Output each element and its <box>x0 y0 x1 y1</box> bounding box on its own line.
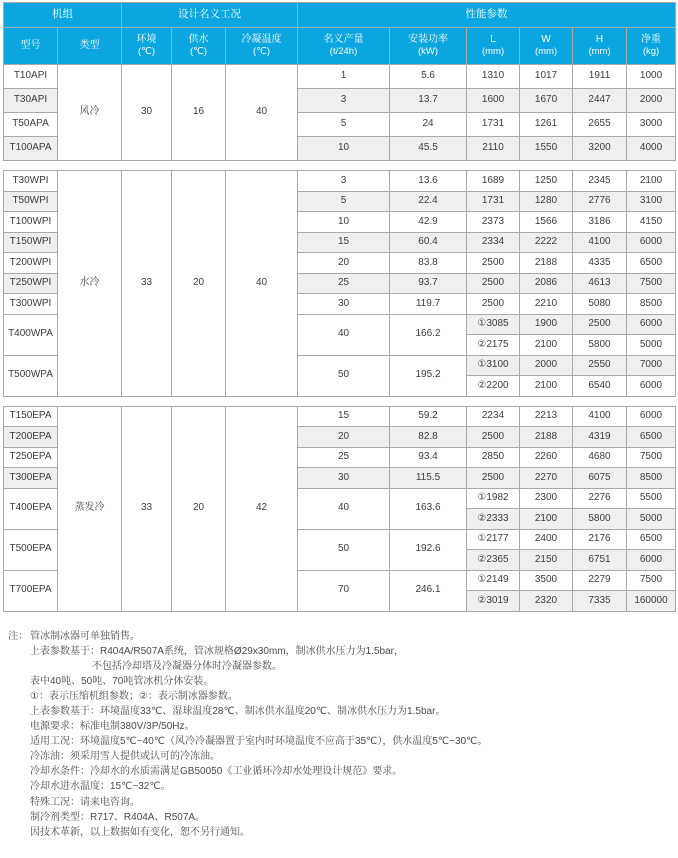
column-header-0 <box>4 28 58 65</box>
column-unit: (℃) <box>138 46 155 58</box>
column-label: 安装功率 <box>408 33 449 45</box>
type-cell: 风冷 <box>58 65 122 161</box>
power-cell: 60.4 <box>390 232 467 253</box>
column-header-6 <box>390 28 467 65</box>
column-header-7 <box>467 28 520 65</box>
weight-cell: 1000 <box>627 65 676 89</box>
header-group-2: 性能参数 <box>298 3 676 28</box>
weight-cell: 6000 <box>627 232 676 253</box>
capacity-cell: 25 <box>298 273 390 294</box>
condensing-cell: 42 <box>226 406 298 611</box>
note-line: 上表参数基于：R404A/R507A系统，管冰规格Ø29x30mm，制冰供水压力为1.5bar， <box>30 645 404 657</box>
width-cell: 1550 <box>520 137 573 161</box>
weight-cell: 6000 <box>627 314 676 335</box>
weight-cell: 6000 <box>627 376 676 397</box>
capacity-cell: 3 <box>298 89 390 113</box>
weight-cell: 6500 <box>627 529 676 550</box>
power-cell: 115.5 <box>390 468 467 489</box>
column-label: 净重 <box>641 33 662 45</box>
weight-cell: 3100 <box>627 191 676 212</box>
note-line: 适用工况：环境温度5℃~40℃（风冷冷凝器置于室内时环境温度不应高于35℃），供水温度5℃~30℃。 <box>30 736 488 748</box>
width-cell: 2000 <box>520 355 573 376</box>
model-cell: T50WPI <box>4 191 58 212</box>
column-unit: (t/24h) <box>329 46 358 58</box>
height-cell: 2276 <box>573 488 627 509</box>
column-header-5 <box>298 28 390 65</box>
column-unit: (mm) <box>481 46 505 58</box>
length-cell: ①2177 <box>467 529 520 550</box>
length-cell: ①3100 <box>467 355 520 376</box>
length-cell: 1600 <box>467 89 520 113</box>
weight-cell: 8500 <box>627 468 676 489</box>
height-cell: 4100 <box>573 406 627 427</box>
model-cell: T150EPA <box>4 406 58 427</box>
weight-cell: 2100 <box>627 171 676 192</box>
power-cell: 192.6 <box>390 529 467 570</box>
length-cell: ①1982 <box>467 488 520 509</box>
width-cell: 1250 <box>520 171 573 192</box>
column-label: 型号 <box>20 39 41 51</box>
capacity-cell: 15 <box>298 232 390 253</box>
column-header-9 <box>573 28 627 65</box>
spec-table-section-3 <box>3 406 676 612</box>
weight-cell: 5500 <box>627 488 676 509</box>
table-row <box>4 406 676 427</box>
column-header-4 <box>226 28 298 65</box>
weight-cell: 160000 <box>627 591 676 612</box>
model-cell: T400EPA <box>4 488 58 529</box>
length-cell: ②2333 <box>467 509 520 530</box>
column-unit: (mm) <box>534 46 558 58</box>
column-label: 环境 <box>136 33 157 45</box>
capacity-cell: 15 <box>298 406 390 427</box>
weight-cell: 7500 <box>627 570 676 591</box>
length-cell: 2500 <box>467 468 520 489</box>
capacity-cell: 3 <box>298 171 390 192</box>
height-cell: 4680 <box>573 447 627 468</box>
height-cell: 5800 <box>573 335 627 356</box>
capacity-cell: 25 <box>298 447 390 468</box>
height-cell: 4319 <box>573 427 627 448</box>
length-cell: 2850 <box>467 447 520 468</box>
note-line: 不包括冷却塔及冷凝器分体时冷凝器参数。 <box>92 660 282 672</box>
weight-cell: 4150 <box>627 212 676 233</box>
length-cell: 1731 <box>467 113 520 137</box>
width-cell: 2213 <box>520 406 573 427</box>
width-cell: 1280 <box>520 191 573 212</box>
width-cell: 2100 <box>520 335 573 356</box>
length-cell: 2500 <box>467 253 520 274</box>
model-cell: T250EPA <box>4 447 58 468</box>
width-cell: 2188 <box>520 253 573 274</box>
ambient-cell: 30 <box>122 65 172 161</box>
power-cell: 45.5 <box>390 137 467 161</box>
note-line: 特殊工况：请来电咨询。 <box>30 796 140 808</box>
type-cell: 水冷 <box>58 171 122 397</box>
column-header-10 <box>627 28 676 65</box>
weight-cell: 8500 <box>627 294 676 315</box>
supply-cell: 16 <box>172 65 226 161</box>
header-group-0: 机组 <box>4 3 122 28</box>
model-cell: T10API <box>4 65 58 89</box>
model-cell: T300WPI <box>4 294 58 315</box>
note-line: 管冰制冰器可单独销售。 <box>30 630 140 642</box>
column-unit: (mm) <box>588 46 611 58</box>
length-cell: ①3085 <box>467 314 520 335</box>
condensing-cell: 40 <box>226 65 298 161</box>
power-cell: 163.6 <box>390 488 467 529</box>
height-cell: 2176 <box>573 529 627 550</box>
model-cell: T30API <box>4 89 58 113</box>
note-line: 制冷剂类型：R717、R404A、R507A。 <box>30 811 206 823</box>
height-cell: 4335 <box>573 253 627 274</box>
model-cell: T150WPI <box>4 232 58 253</box>
length-cell: ①2149 <box>467 570 520 591</box>
power-cell: 5.6 <box>390 65 467 89</box>
width-cell: 2100 <box>520 376 573 397</box>
type-cell: 蒸发冷 <box>58 406 122 611</box>
model-cell: T100WPI <box>4 212 58 233</box>
notes-lines <box>0 629 678 840</box>
model-cell: T200WPI <box>4 253 58 274</box>
length-cell: 2500 <box>467 294 520 315</box>
length-cell: ②2365 <box>467 550 520 571</box>
width-cell: 1261 <box>520 113 573 137</box>
capacity-cell: 5 <box>298 113 390 137</box>
height-cell: 3200 <box>573 137 627 161</box>
length-cell: 2500 <box>467 273 520 294</box>
power-cell: 195.2 <box>390 355 467 396</box>
capacity-cell: 40 <box>298 314 390 355</box>
length-cell: 1731 <box>467 191 520 212</box>
width-cell: 3500 <box>520 570 573 591</box>
notes-label: 注： <box>8 630 28 642</box>
weight-cell: 3000 <box>627 113 676 137</box>
width-cell: 1017 <box>520 65 573 89</box>
height-cell: 3186 <box>573 212 627 233</box>
power-cell: 93.4 <box>390 447 467 468</box>
weight-cell: 6000 <box>627 550 676 571</box>
width-cell: 1900 <box>520 314 573 335</box>
length-cell: 1689 <box>467 171 520 192</box>
column-unit: (℃) <box>253 46 271 58</box>
note-line: 冷却水条件：冷却水的水质需满足GB50050《工业循环冷却水处理设计规范》要求。 <box>30 766 403 778</box>
capacity-cell: 20 <box>298 427 390 448</box>
weight-cell: 2000 <box>627 89 676 113</box>
weight-cell: 6500 <box>627 427 676 448</box>
height-cell: 6075 <box>573 468 627 489</box>
table-row <box>4 171 676 192</box>
capacity-cell: 5 <box>298 191 390 212</box>
width-cell: 2320 <box>520 591 573 612</box>
note-line: ①：表示压缩机组参数；②：表示制冰器参数。 <box>30 690 238 702</box>
height-cell: 2500 <box>573 314 627 335</box>
power-cell: 82.8 <box>390 427 467 448</box>
width-cell: 2210 <box>520 294 573 315</box>
column-header-8 <box>520 28 573 65</box>
capacity-cell: 40 <box>298 488 390 529</box>
note-line: 表中40吨、50吨、70吨管冰机分体安装。 <box>30 675 214 687</box>
height-cell: 4100 <box>573 232 627 253</box>
capacity-cell: 30 <box>298 294 390 315</box>
model-cell: T250WPI <box>4 273 58 294</box>
weight-cell: 7500 <box>627 273 676 294</box>
power-cell: 42.9 <box>390 212 467 233</box>
table-row <box>4 65 676 89</box>
power-cell: 13.6 <box>390 171 467 192</box>
height-cell: 1911 <box>573 65 627 89</box>
width-cell: 2188 <box>520 427 573 448</box>
height-cell: 6540 <box>573 376 627 397</box>
column-header-1 <box>58 28 122 65</box>
notes-section <box>0 629 678 840</box>
spec-table-section-2 <box>3 170 676 397</box>
power-cell: 59.2 <box>390 406 467 427</box>
column-unit: (kW) <box>418 46 439 58</box>
power-cell: 166.2 <box>390 314 467 355</box>
column-header-3 <box>172 28 226 65</box>
power-cell: 24 <box>390 113 467 137</box>
column-unit: (℃) <box>190 46 207 58</box>
power-cell: 83.8 <box>390 253 467 274</box>
column-label: 类型 <box>79 39 100 51</box>
height-cell: 2447 <box>573 89 627 113</box>
column-label: H <box>595 33 604 45</box>
length-cell: 2334 <box>467 232 520 253</box>
supply-cell: 20 <box>172 171 226 397</box>
weight-cell: 6000 <box>627 406 676 427</box>
width-cell: 2100 <box>520 509 573 530</box>
model-cell: T100APA <box>4 137 58 161</box>
height-cell: 2345 <box>573 171 627 192</box>
model-cell: T300EPA <box>4 468 58 489</box>
length-cell: 1310 <box>467 65 520 89</box>
model-cell: T30WPI <box>4 171 58 192</box>
column-label: 冷凝温度 <box>241 33 282 45</box>
power-cell: 246.1 <box>390 570 467 611</box>
length-cell: ②3019 <box>467 591 520 612</box>
note-line: 上表参数基于：环境温度33℃、湿球温度28℃、制冰供水温度20℃、制冰供水压力为1.5bar。 <box>30 705 446 717</box>
weight-cell: 4000 <box>627 137 676 161</box>
capacity-cell: 1 <box>298 65 390 89</box>
width-cell: 2260 <box>520 447 573 468</box>
width-cell: 2400 <box>520 529 573 550</box>
column-label: 名义产量 <box>323 33 364 45</box>
capacity-cell: 70 <box>298 570 390 611</box>
note-line: 因技术革新，以上数据如有变化，恕不另行通知。 <box>30 826 250 838</box>
spec-table-section-1 <box>3 2 676 161</box>
note-line: 电源要求：标准电制380V/3P/50Hz。 <box>30 721 195 733</box>
height-cell: 5080 <box>573 294 627 315</box>
width-cell: 1670 <box>520 89 573 113</box>
length-cell: 2500 <box>467 427 520 448</box>
length-cell: ②2200 <box>467 376 520 397</box>
width-cell: 2270 <box>520 468 573 489</box>
model-cell: T400WPA <box>4 314 58 355</box>
weight-cell: 7500 <box>627 447 676 468</box>
power-cell: 22.4 <box>390 191 467 212</box>
model-cell: T200EPA <box>4 427 58 448</box>
capacity-cell: 10 <box>298 212 390 233</box>
height-cell: 4613 <box>573 273 627 294</box>
width-cell: 2300 <box>520 488 573 509</box>
ambient-cell: 33 <box>122 171 172 397</box>
header-group-1: 设计名义工况 <box>122 3 298 28</box>
model-cell: T500EPA <box>4 529 58 570</box>
column-label: W <box>541 33 551 45</box>
length-cell: ②2175 <box>467 335 520 356</box>
capacity-cell: 30 <box>298 468 390 489</box>
model-cell: T700EPA <box>4 570 58 611</box>
weight-cell: 6500 <box>627 253 676 274</box>
weight-cell: 5000 <box>627 335 676 356</box>
capacity-cell: 50 <box>298 529 390 570</box>
capacity-cell: 10 <box>298 137 390 161</box>
width-cell: 2086 <box>520 273 573 294</box>
power-cell: 13.7 <box>390 89 467 113</box>
length-cell: 2234 <box>467 406 520 427</box>
power-cell: 119.7 <box>390 294 467 315</box>
height-cell: 5800 <box>573 509 627 530</box>
weight-cell: 7000 <box>627 355 676 376</box>
length-cell: 2110 <box>467 137 520 161</box>
column-label: L <box>490 33 496 45</box>
supply-cell: 20 <box>172 406 226 611</box>
column-label: 供水 <box>188 33 209 45</box>
capacity-cell: 50 <box>298 355 390 396</box>
note-line: 冷却水进水温度：15℃~32℃。 <box>30 781 171 793</box>
height-cell: 2550 <box>573 355 627 376</box>
width-cell: 1566 <box>520 212 573 233</box>
power-cell: 93.7 <box>390 273 467 294</box>
height-cell: 7335 <box>573 591 627 612</box>
height-cell: 2776 <box>573 191 627 212</box>
note-line: 冷冻油：须采用雪人提供或认可的冷冻油。 <box>30 751 220 763</box>
ambient-cell: 33 <box>122 406 172 611</box>
width-cell: 2222 <box>520 232 573 253</box>
height-cell: 6751 <box>573 550 627 571</box>
column-unit: (kg) <box>642 46 660 58</box>
model-cell: T50APA <box>4 113 58 137</box>
capacity-cell: 20 <box>298 253 390 274</box>
length-cell: 2373 <box>467 212 520 233</box>
height-cell: 2279 <box>573 570 627 591</box>
model-cell: T500WPA <box>4 355 58 396</box>
weight-cell: 5000 <box>627 509 676 530</box>
width-cell: 2150 <box>520 550 573 571</box>
column-header-2 <box>122 28 172 65</box>
condensing-cell: 40 <box>226 171 298 397</box>
height-cell: 2655 <box>573 113 627 137</box>
